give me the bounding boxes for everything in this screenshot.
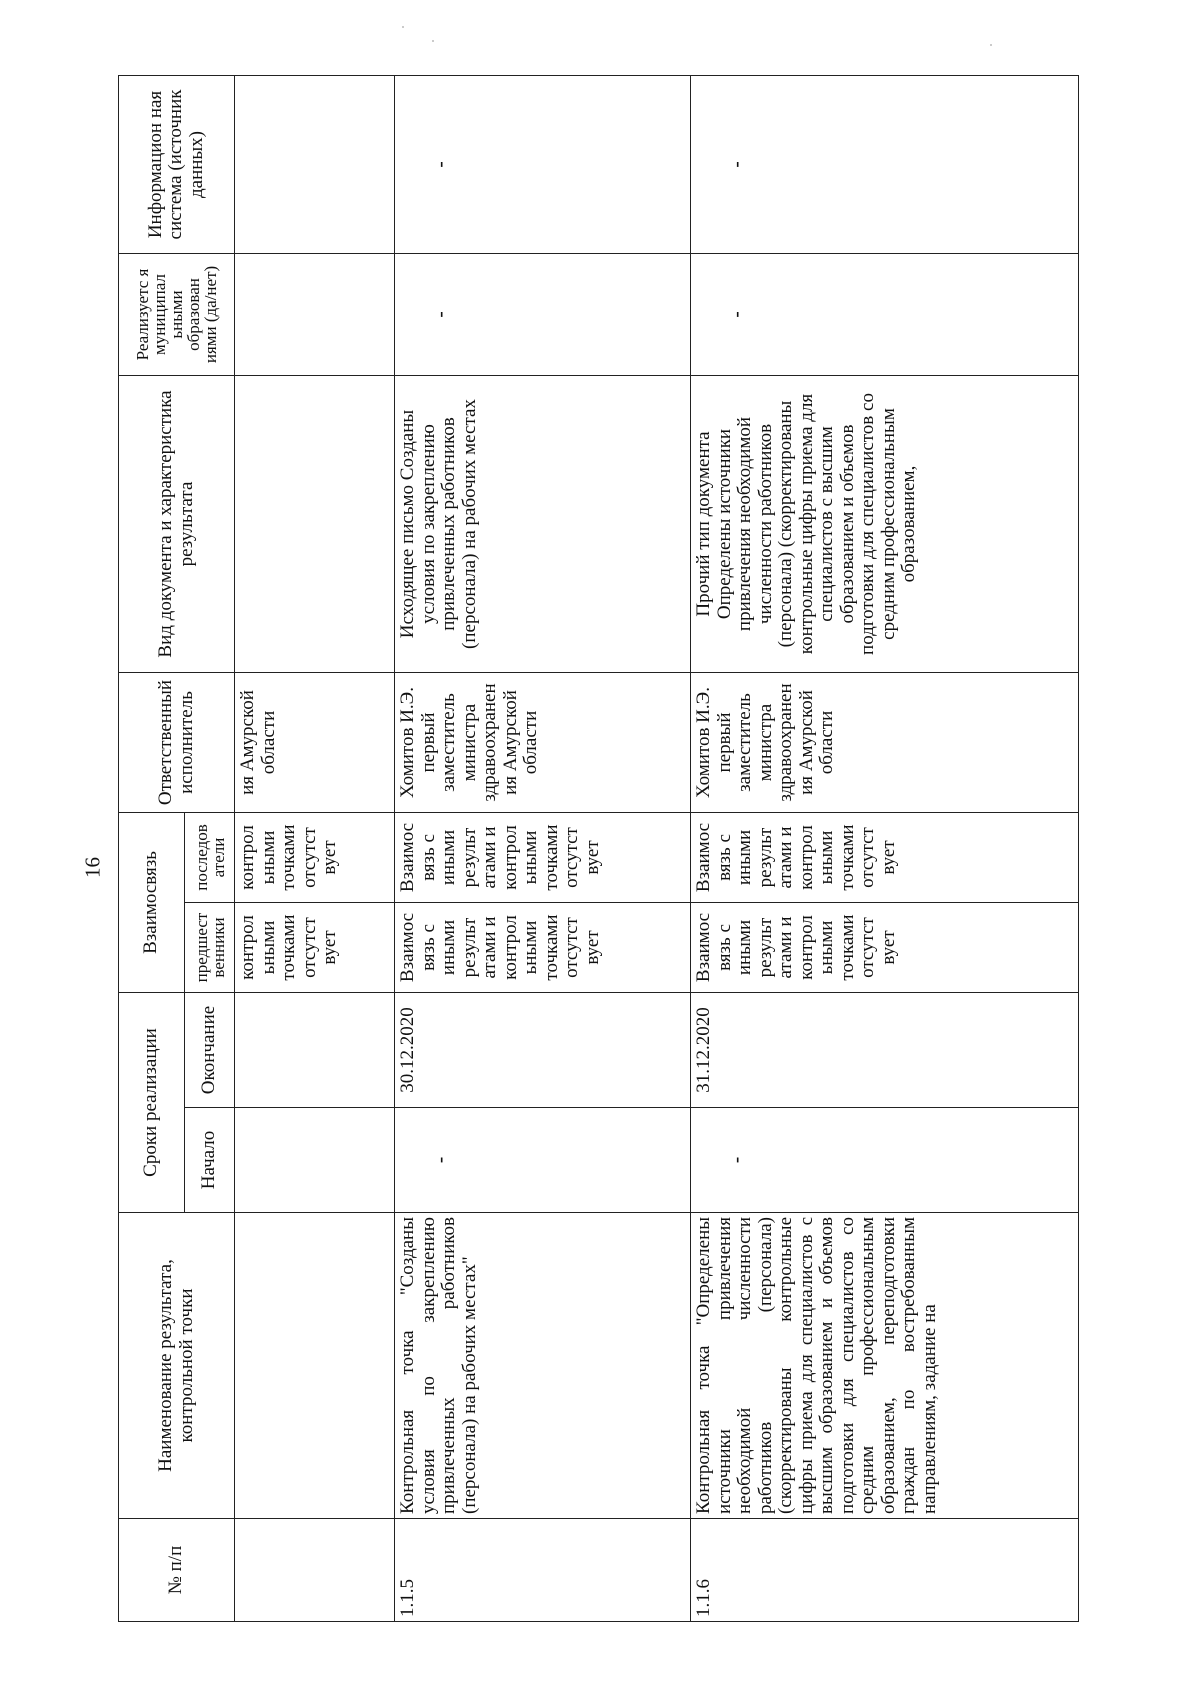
header-responsible: Ответственный исполнитель [119, 673, 235, 813]
row-responsible: Хомитов И.Э. первый заместитель министра здравоохранен ия Амурской области [691, 673, 1079, 813]
row-infosys: - [691, 76, 1079, 254]
row-num [235, 1519, 395, 1622]
row-end [235, 993, 395, 1108]
row-responsible: Хомитов И.Э. первый заместитель министра здравоохранен ия Амурской области [395, 673, 691, 813]
scan-speck [990, 44, 992, 46]
row-start: - [691, 1108, 1079, 1213]
row-start: - [395, 1108, 691, 1213]
row-name: Контрольная точка "Созданы условия по закреплению привлеченных работников (персонала) на рабочих местах" [395, 1213, 691, 1519]
row-num: 1.1.6 [691, 1519, 1079, 1622]
header-start: Начало [185, 1108, 235, 1213]
row-name: Контрольная точка "Определены источники привлечения необходимой численности работников (персонала) (скорректированы контрольные цифры приема для специалистов с высшим образованием и объемов подготовки для специалистов со средним профессиональным образованием, переподготовки граждан по востребованным направлениям, задание на [691, 1213, 1079, 1519]
row-responsible: ия Амурской области [235, 673, 395, 813]
scan-speck [432, 40, 434, 42]
row-pred: Взаимос вязь с иными результ атами и контрол ьными точками отсутст вует [395, 903, 691, 993]
header-dates: Сроки реализации [119, 993, 185, 1213]
row-succ: контрол ьными точками отсутст вует [235, 813, 395, 903]
table-row [395, 76, 691, 1622]
rotated-table-wrapper [118, 76, 1078, 1622]
row-start [235, 1108, 395, 1213]
scan-speck [402, 26, 404, 28]
row-infosys [235, 76, 395, 254]
control-points-table [118, 75, 1079, 1622]
header-end: Окончание [185, 993, 235, 1108]
row-end: 31.12.2020 [691, 993, 1079, 1108]
page-number: 16 [80, 857, 105, 878]
row-doc: Исходящее письмо Созданы условия по закреплению привлеченных работников (персонала) на рабочих местах [395, 376, 691, 673]
row-infosys: - [395, 76, 691, 254]
row-doc: Прочий тип документа Определены источники привлечения необходимой численности работников (персонала) (скорректированы контрольные цифры приема для специалистов с высшим образованием и объемов подготовки для специалистов со средним профессиональным образованием, [691, 376, 1079, 673]
header-pred: предшест венники [185, 903, 235, 993]
row-municipal: - [691, 254, 1079, 376]
table-row [691, 76, 1079, 1622]
row-succ: Взаимос вязь с иными результ атами и контрол ьными точками отсутст вует [691, 813, 1079, 903]
header-relation: Взаимосвязь [119, 813, 185, 993]
row-municipal [235, 254, 395, 376]
header-succ: последов атели [185, 813, 235, 903]
row-municipal: - [395, 254, 691, 376]
row-pred: контрол ьными точками отсутст вует [235, 903, 395, 993]
table-row [235, 76, 395, 1622]
header-doc: Вид документа и характеристика результата [119, 376, 235, 673]
row-end: 30.12.2020 [395, 993, 691, 1108]
header-name: Наименование результата, контрольной точки [119, 1213, 235, 1519]
header-num: № п/п [119, 1519, 235, 1622]
row-doc [235, 376, 395, 673]
header-municipal: Реализуетс я муниципал ьными образован иями (да/нет) [119, 254, 235, 376]
row-name [235, 1213, 395, 1519]
row-pred: Взаимос вязь с иными результ атами и контрол ьными точками отсутст вует [691, 903, 1079, 993]
row-succ: Взаимос вязь с иными результ атами и контрол ьными точками отсутст вует [395, 813, 691, 903]
header-infosys: Информацион ная система (источник данных) [119, 76, 235, 254]
row-num: 1.1.5 [395, 1519, 691, 1622]
